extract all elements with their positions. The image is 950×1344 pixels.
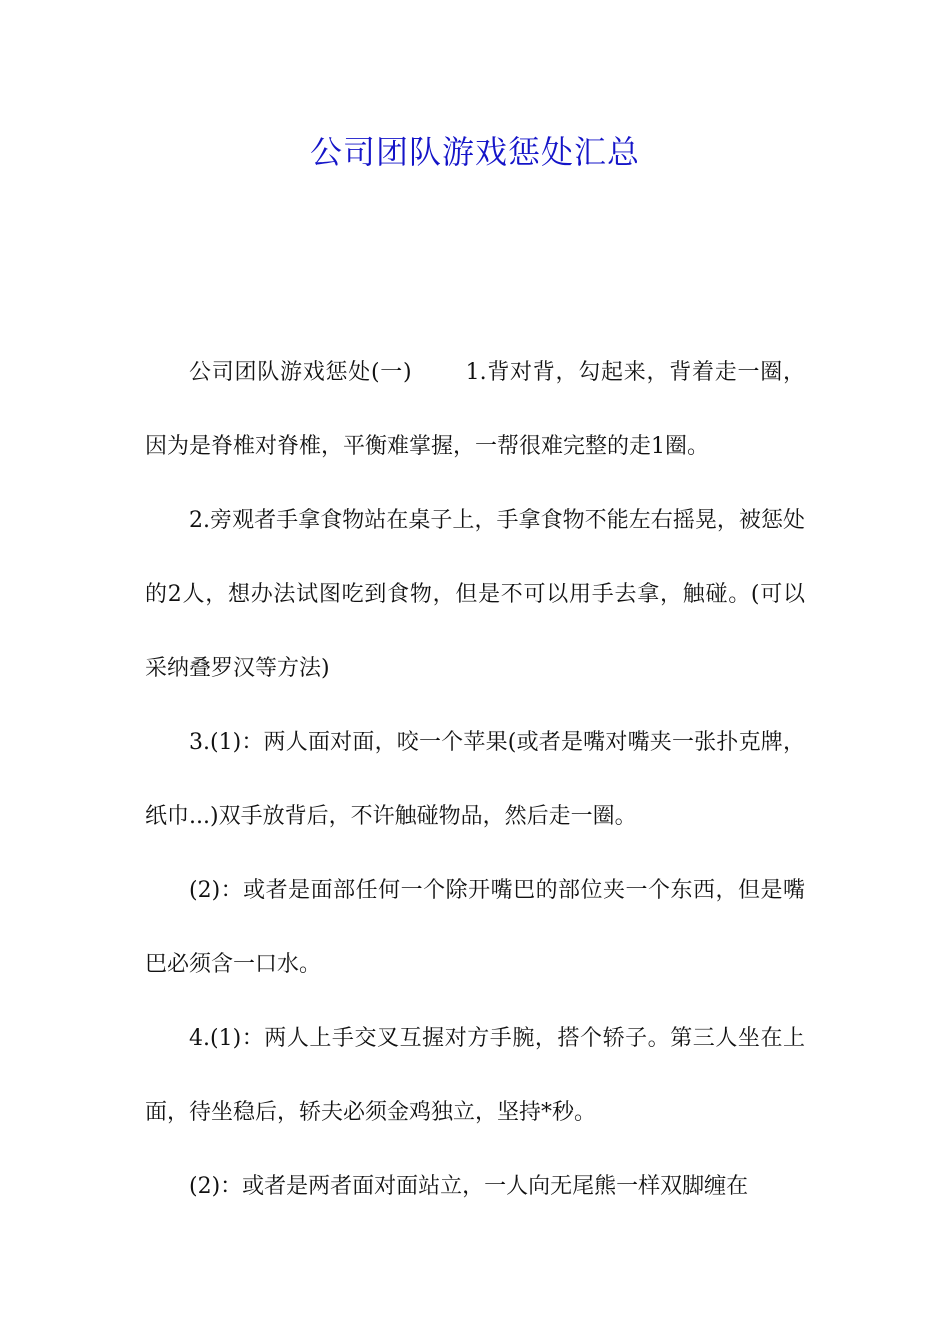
document-body bbox=[145, 336, 805, 1224]
paragraph-3: 3.(1)：两人面对面，咬一个苹果(或者是嘴对嘴夹一张扑克牌，纸巾...)双手放背后，不许触碰物品，然后走一圈。 bbox=[145, 730, 805, 829]
paragraph-4: (2)：或者是面部任何一个除开嘴巴的部位夹一个东西，但是嘴巴必须含一口水。 bbox=[145, 878, 805, 977]
paragraph-1: 公司团队游戏惩处(一) 1.背对背，勾起来，背着走一圈，因为是脊椎对脊椎，平衡难掌握，一帮很难完整的走1圈。 bbox=[145, 360, 805, 459]
document-title: 公司团队游戏惩处汇总 bbox=[309, 133, 640, 171]
paragraph-6: (2)：或者是两者面对面站立，一人向无尾熊一样双脚缠在 bbox=[189, 1174, 749, 1199]
paragraph-2: 2.旁观者手拿食物站在桌子上，手拿食物不能左右摇晃，被惩处的2人，想办法试图吃到食物，但是不可以用手去拿，触碰。(可以采纳叠罗汉等方法) bbox=[145, 508, 805, 681]
paragraph-5: 4.(1)：两人上手交叉互握对方手腕，搭个轿子。第三人坐在上面，待坐稳后，轿夫必须金鸡独立，坚持*秒。 bbox=[145, 1026, 805, 1125]
